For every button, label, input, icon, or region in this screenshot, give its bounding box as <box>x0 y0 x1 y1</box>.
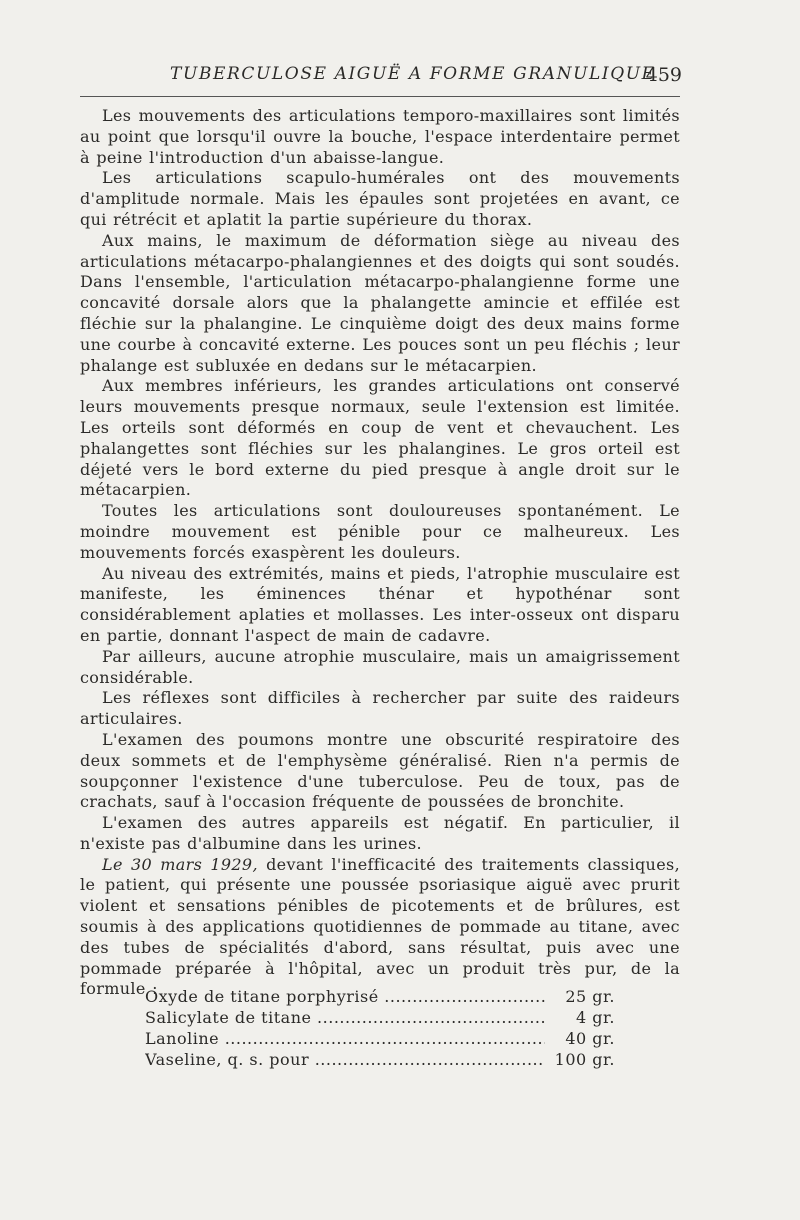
paragraph: L'examen des poumons montre une obscurité respiratoire des deux sommets et de l'emphysème généralisé. Rien n'a permis de soupçonner l'existence d'une tuberculose. Peu de toux, pas de crachats, sauf à l'occasion fréquente de poussées de bronchite. <box>80 729 680 812</box>
paragraph: Les réflexes sont difficiles à rechercher par suite des raideurs articulaires. <box>80 688 680 729</box>
formula-row <box>145 1029 615 1050</box>
paragraph: L'examen des autres appareils est négatif. En particulier, il n'existe pas d'albumine dans les urines. <box>80 813 680 853</box>
treatment-text: devant l'inefficacité des traitements classiques, le patient, qui présente une poussée psoriasique aiguë avec prurit violent et sensations pénibles de picotements et de brûlures, est soumis à des applications quotidiennes de pommade au titane, avec des tubes de spécialités d'abord, sans résultat, puis avec une pommade préparée à l'hôpital, avec un produit très pur, de la formule : <box>80 854 681 999</box>
paragraph: Aux membres inférieurs, les grandes articulations ont conservé leurs mouvements presque normaux, seule l'extension est limitée. Les orteils sont déformés en coup de vent et chevauchent. Les phalangettes sont fléchies sur les phalangines. Le gros orteil est déjeté vers le bord externe du pied presque à angle droit sur le métacarpien. <box>80 376 680 500</box>
paragraph: Au niveau des extrémités, mains et pieds, l'atrophie musculaire est manifeste, les éminences thénar et hypothénar sont considérablement aplaties et mollasses. Les inter-osseux ont disparu en partie, donnant l'aspect de main de cadavre. <box>80 563 680 645</box>
running-title: TUBERCULOSE AIGUË A FORME GRANULIQUE <box>170 64 656 84</box>
formula-quantity: 4 gr. <box>576 1008 615 1027</box>
formula-ingredient: Lanoline ..... <box>145 1029 545 1048</box>
paragraph-treatment <box>80 855 680 1001</box>
formula-row <box>145 1050 615 1071</box>
running-head <box>80 62 680 97</box>
paragraph: Aux mains, le maximum de déformation siège au niveau des articulations métacarpo-phalangiennes et des doigts qui sont soudés. Dans l'ensemble, l'articulation métacarpo-phalangienne forme une concavité dorsale alors que la phalangette amincie et effilée est fléchie sur la phalangine. Le cinquième doigt des deux mains forme une courbe à concavité externe. Les pouces sont un peu fléchis ; leur phalange est subluxée en dedans sur le métacarpien. <box>80 230 680 375</box>
formula-quantity: 40 gr. <box>565 1029 615 1048</box>
treatment-date: Le 30 mars 1929, <box>102 854 258 874</box>
formula-quantity: 25 gr. <box>565 987 615 1006</box>
page-number: 459 <box>645 64 682 86</box>
formula-row <box>145 1008 615 1029</box>
formula-quantity: 100 gr. <box>554 1050 615 1069</box>
formula-ingredient: Oxyde de titane porphyrisé ..... <box>145 987 545 1006</box>
paragraph: Les articulations scapulo-humérales ont des mouvements d'amplitude normale. Mais les épaules sont projetées en avant, ce qui rétrécit et aplatit la partie supérieure du thorax. <box>80 168 680 229</box>
paragraph: Par ailleurs, aucune atrophie musculaire, mais un amaigrissement considérable. <box>80 646 680 687</box>
paragraph: Toutes les articulations sont douloureuses spontanément. Le moindre mouvement est pénible pour ce malheureux. Les mouvements forcés exaspèrent les douleurs. <box>80 501 680 562</box>
formula-table <box>145 987 615 1071</box>
formula-ingredient: Vaseline, q. s. pour ..... <box>145 1050 545 1069</box>
formula-row <box>145 987 615 1008</box>
formula-ingredient: Salicylate de titane ..... <box>145 1008 545 1027</box>
body-text <box>80 106 680 1000</box>
paragraph: Les mouvements des articulations temporo-maxillaires sont limités au point que lorsqu'il ouvre la bouche, l'espace interdentaire permet à peine l'introduction d'un abaisse-langue. <box>80 106 680 167</box>
